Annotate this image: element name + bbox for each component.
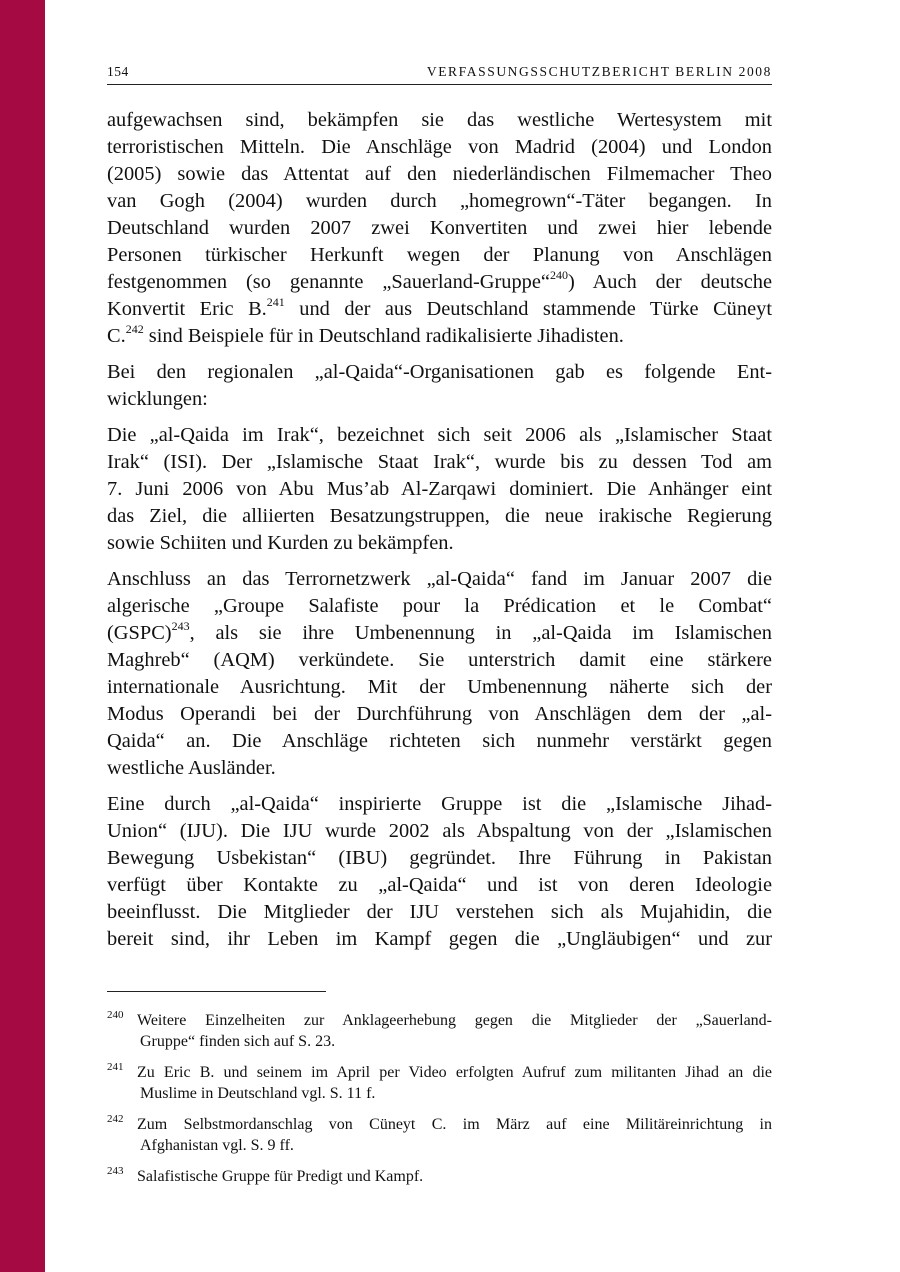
footnote bbox=[107, 1010, 772, 1052]
text-run: Personen türkischer Herkunft wegen der Planung von Anschlägen bbox=[107, 244, 772, 266]
text-line bbox=[107, 845, 772, 872]
footnote bbox=[107, 1166, 772, 1187]
footnote-reference: 242 bbox=[125, 322, 144, 336]
footnote-text: Gruppe“ finden sich auf S. 23. bbox=[140, 1033, 336, 1050]
paragraph bbox=[107, 791, 772, 953]
footnote-separator bbox=[107, 991, 326, 992]
text-run: bereit sind, ihr Leben im Kampf gegen die „Ungläubigen“ und zur bbox=[107, 928, 772, 950]
text-run: Modus Operandi bei der Durchführung von Anschlägen dem der „al- bbox=[107, 703, 772, 725]
text-line bbox=[107, 701, 772, 728]
page-header bbox=[107, 62, 772, 85]
footnote-number: 243 bbox=[107, 1165, 124, 1177]
text-line bbox=[107, 728, 772, 755]
text-run: terroristischen Mitteln. Die Anschläge von Madrid (2004) und London bbox=[107, 136, 772, 158]
text-line bbox=[107, 323, 772, 350]
text-run: Bei den regionalen „al-Qaida“-Organisationen gab es folgende Ent- bbox=[107, 361, 772, 383]
text-run: Qaida“ an. Die Anschläge richteten sich nunmehr verstärkt gegen bbox=[107, 730, 772, 752]
text-line bbox=[107, 503, 772, 530]
text-line bbox=[107, 422, 772, 449]
paragraph bbox=[107, 107, 772, 350]
text-line bbox=[107, 530, 772, 557]
text-line bbox=[107, 899, 772, 926]
footnote bbox=[107, 1114, 772, 1156]
text-run: beeinflusst. Die Mitglieder der IJU verstehen sich als Mujahidin, die bbox=[107, 901, 772, 923]
text-run: verfügt über Kontakte zu „al-Qaida“ und ist von deren Ideologie bbox=[107, 874, 772, 896]
text-run: algerische „Groupe Salafiste pour la Prédication et le Combat“ bbox=[107, 595, 772, 617]
text-run: Anschluss an das Terrornetzwerk „al-Qaida“ fand im Januar 2007 die bbox=[107, 568, 772, 590]
text-run: C. bbox=[107, 325, 126, 347]
text-run: ) Auch der deutsche bbox=[567, 271, 772, 293]
text-line bbox=[107, 818, 772, 845]
text-run: internationale Ausrichtung. Mit der Umbenennung näherte sich der bbox=[107, 676, 772, 698]
text-line bbox=[107, 566, 772, 593]
text-run: 7. Juni 2006 von Abu Mus’ab Al-Zarqawi dominiert. Die Anhänger eint bbox=[107, 478, 772, 500]
text-run: Konvertit Eric B. bbox=[107, 298, 267, 320]
footnote-reference: 243 bbox=[171, 619, 190, 633]
text-run: sind Beispiele für in Deutschland radikalisierte Jihadisten. bbox=[143, 325, 624, 347]
text-run: Deutschland wurden 2007 zwei Konvertiten und zwei hier lebende bbox=[107, 217, 772, 239]
text-run: wicklungen: bbox=[107, 388, 208, 410]
footnote-text: Muslime in Deutschland vgl. S. 11 f. bbox=[140, 1085, 376, 1102]
footnote-reference: 241 bbox=[266, 295, 285, 309]
footnote-text: Salafistische Gruppe für Predigt und Kampf. bbox=[137, 1168, 424, 1185]
text-line bbox=[107, 755, 772, 782]
text-line bbox=[107, 476, 772, 503]
footnote bbox=[107, 1062, 772, 1104]
text-run: van Gogh (2004) wurden durch „homegrown“-Täter begangen. In bbox=[107, 190, 772, 212]
footnote-reference: 240 bbox=[549, 268, 568, 282]
text-line bbox=[107, 188, 772, 215]
text-line bbox=[107, 791, 772, 818]
running-title: VERFASSUNGSSCHUTZBERICHT BERLIN 2008 bbox=[426, 64, 772, 79]
text-run: festgenommen (so genannte „Sauerland-Gruppe“ bbox=[107, 271, 550, 293]
paragraph bbox=[107, 422, 772, 557]
text-line bbox=[107, 647, 772, 674]
text-line bbox=[107, 359, 772, 386]
text-run: Maghreb“ (AQM) verkündete. Sie unterstrich damit eine stärkere bbox=[107, 649, 772, 671]
text-line bbox=[107, 242, 772, 269]
text-run: aufgewachsen sind, bekämpfen sie das westliche Wertesystem mit bbox=[107, 109, 772, 131]
footnote-number: 241 bbox=[107, 1061, 124, 1073]
footnote-text: Zu Eric B. und seinem im April per Video erfolgten Aufruf zum militanten Jihad an die bbox=[137, 1064, 772, 1081]
text-line bbox=[107, 620, 772, 647]
text-run: Union“ (IJU). Die IJU wurde 2002 als Abspaltung von der „Islamischen bbox=[107, 820, 772, 842]
text-line bbox=[107, 161, 772, 188]
text-run: (GSPC) bbox=[107, 622, 172, 644]
text-run: (2005) sowie das Attentat auf den niederländischen Filmemacher Theo bbox=[107, 163, 772, 185]
text-line bbox=[107, 269, 772, 296]
text-line bbox=[107, 926, 772, 953]
text-run: und der aus Deutschland stammende Türke Cüneyt bbox=[284, 298, 772, 320]
paragraph bbox=[107, 359, 772, 413]
text-run: das Ziel, die alliierten Besatzungstruppen, die neue irakische Regierung bbox=[107, 505, 772, 527]
footnote-text: Afghanistan vgl. S. 9 ff. bbox=[140, 1137, 294, 1154]
text-line bbox=[107, 215, 772, 242]
footnote-text: Zum Selbstmordanschlag von Cüneyt C. im März auf eine Militäreinrichtung in bbox=[137, 1116, 772, 1133]
text-line bbox=[107, 386, 772, 413]
page-number: 154 bbox=[107, 64, 129, 79]
footnotes bbox=[107, 1010, 772, 1197]
text-line bbox=[107, 134, 772, 161]
footnote-number: 242 bbox=[107, 1113, 124, 1125]
text-run: westliche Ausländer. bbox=[107, 757, 276, 779]
paragraph bbox=[107, 566, 772, 782]
text-line bbox=[107, 449, 772, 476]
footnote-number: 240 bbox=[107, 1009, 124, 1021]
body-text bbox=[107, 107, 772, 962]
text-run: Die „al-Qaida im Irak“, bezeichnet sich seit 2006 als „Islamischer Staat bbox=[107, 424, 772, 446]
text-run: Eine durch „al-Qaida“ inspirierte Gruppe ist die „Islamische Jihad- bbox=[107, 793, 772, 815]
text-line bbox=[107, 593, 772, 620]
text-line bbox=[107, 872, 772, 899]
text-run: sowie Schiiten und Kurden zu bekämpfen. bbox=[107, 532, 454, 554]
text-line bbox=[107, 674, 772, 701]
text-line bbox=[107, 296, 772, 323]
page-edge-color-band bbox=[0, 0, 45, 1272]
text-run: Bewegung Usbekistan“ (IBU) gegründet. Ihre Führung in Pakistan bbox=[107, 847, 772, 869]
footnote-text: Weitere Einzelheiten zur Anklageerhebung gegen die Mitglieder der „Sauerland- bbox=[137, 1012, 772, 1029]
text-run: , als sie ihre Umbenennung in „al-Qaida im Islamischen bbox=[189, 622, 772, 644]
text-line bbox=[107, 107, 772, 134]
text-run: Irak“ (ISI). Der „Islamische Staat Irak“, wurde bis zu dessen Tod am bbox=[107, 451, 772, 473]
